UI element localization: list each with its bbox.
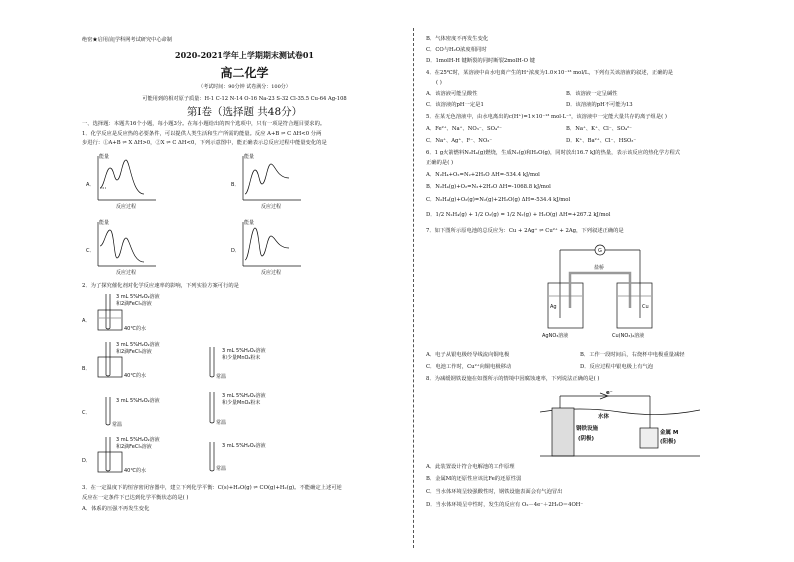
q7-label-g: G	[598, 248, 602, 254]
part-title: 第Ⅰ卷（选择题 共48分）	[186, 106, 303, 118]
q1-option-a: A．	[86, 182, 95, 188]
q2-b-l3: 40℃的水	[124, 373, 146, 379]
q8-diagram	[540, 388, 700, 460]
q4-option-a: A．该溶液可能呈酸性	[426, 91, 478, 97]
q3-option-a: A．体系的压强不再发生变化	[82, 506, 150, 512]
steel-facility	[552, 408, 574, 456]
q2-c-l1: 3 mL 5%H₂O₂溶液	[116, 398, 160, 404]
q1-line2: 步进行：①A+B ⇌ X ΔH>0，②X ⇌ C ΔH<0，下列示意图中，能正确表示总反应过程中能量变化的是	[82, 140, 327, 146]
q2-d-r2: 常温	[216, 466, 227, 472]
q2-d-l1: 3 mL 5%H₂O₂溶液	[116, 437, 160, 443]
q1-a-xlabel: 反应过程	[116, 204, 137, 210]
q8-option-a: A．此装置设计符合电解池的工作原理	[426, 464, 515, 470]
q3-line1: 3．在一定温度下的恒容密闭容器中，建立下列化学平衡：C(s)+H₂O(g) ⇌ CO(g)+H₂(g)。不能确定上述可逆	[82, 485, 342, 491]
q3-option-c: C．CO与H₂O浓度相同时	[426, 47, 487, 53]
q1-c-xlabel: 反应过程	[116, 270, 137, 276]
q1-option-d: D．	[231, 248, 240, 254]
q7-label-cuno3: Cu(NO₃)₂溶液	[612, 333, 645, 339]
q2-b-right	[210, 347, 214, 377]
q1-d-ylabel: 能量	[244, 220, 255, 226]
q1-b-xlabel: 反应过程	[261, 204, 282, 210]
q5-option-d: D．K⁺、Ba²⁺、Cl⁻、HSO₃⁻	[566, 138, 637, 144]
q2-a-t1: 3 mL 5%H₂O₂溶液	[116, 294, 160, 300]
q7-option-b: B．工作一段时间后，右烧杯中电极重量减轻	[580, 352, 685, 358]
q1-diagram-a	[98, 156, 156, 200]
q1-d-xlabel: 反应过程	[261, 270, 282, 276]
exam-subject: 高二化学	[220, 66, 269, 80]
column-divider	[413, 28, 414, 548]
q1-option-b: B．	[231, 182, 240, 188]
q2-d-l2: 和2滴FeCl₃溶液	[116, 444, 152, 450]
atomic-masses: 可能用到的相对原子质量：H-1 C-12 N-14 O-16 Na-23 S-32 Cl-35.5 Cu-64 Ag-108	[142, 96, 347, 102]
salt-bridge	[570, 273, 630, 308]
q6-option-c: C．N₂H₄(g)+O₂(g)=N₂(g)+2H₂O(g) ΔH=-534.4 kJ/mol	[426, 197, 571, 203]
q7-label-ag: Ag	[550, 304, 557, 310]
q2-d-r1: 3 mL 5%H₂O₂溶液	[222, 443, 266, 449]
q2-letter-b: B．	[82, 366, 91, 372]
q6-line2: 正确的是( )	[426, 160, 454, 166]
q1-c-ylabel: 能量	[99, 220, 110, 226]
q7-label-cu: Cu	[642, 304, 649, 310]
q6-option-a: A．N₂H₄+O₂=N₂+2H₂O ΔH=-534.4 kJ/mol	[426, 172, 540, 178]
q4-option-d: D．该溶液的pH不可能为13	[566, 102, 633, 108]
q2-letter-d: D．	[82, 458, 91, 464]
q3-option-d: D．1molH-H 键断裂的同时断裂2molH-O 键	[426, 58, 535, 64]
q2-letter-c: C．	[82, 410, 91, 416]
q2-b-r1: 3 mL 5%H₂O₂溶液	[222, 348, 266, 354]
section-intro: 一、选择题：本题共16个小题，每小题3分。在每小题给出的四个选项中，只有一项是符合题目要求的。	[82, 121, 326, 127]
q6-option-d: D．1/2 N₂H₄(g) + 1/2 O₂(g) = 1/2 N₂(g) + H₂O(g) ΔH=+267.2 kJ/mol	[426, 212, 611, 218]
q8-label-metal: 金属 M	[660, 430, 679, 436]
q2-c-r2: 和少量MnO₂粉末	[222, 400, 261, 406]
q2-c-r1: 3 mL 5%H₂O₂溶液	[222, 393, 266, 399]
q8-label-water: 水体	[598, 414, 610, 420]
q3-line2: 反应在一定条件下已达到化学平衡状态的是( )	[82, 495, 189, 501]
q8-stem: 8．为减缓钢铁设施在如图所示的情境中因腐蚀速率，下列说法正确的是( )	[426, 376, 600, 382]
q2-b-r2: 和少量MnO₂粉末	[222, 355, 261, 361]
q2-d-l3: 40℃的水	[124, 468, 146, 474]
q2-b-l1: 3 mL 5%H₂O₂溶液	[116, 342, 160, 348]
q4-line2: ( )	[436, 80, 442, 86]
q2-b-l2: 和2滴FeCl₃溶液	[116, 349, 152, 355]
q7-cell-diagram	[540, 238, 660, 348]
q2-diagrams	[82, 292, 402, 482]
q5-option-c: C．Na⁺、Ag⁺、F⁻、NO₃⁻	[426, 138, 493, 144]
q5-option-b: B．Na⁺、K⁺、Cl⁻、SO₄²⁻	[566, 126, 632, 132]
q2-b-r3: 常温	[216, 374, 227, 380]
metal-m	[640, 428, 658, 448]
exam-title: 2020-2021学年上学期期末测试卷01	[175, 50, 314, 60]
secret-mark: 绝密★启用前|学科网考试研究中心命制	[82, 37, 172, 43]
q1-diagram-c	[98, 222, 156, 266]
q1-line1: 1．化学反应是反应热的必要条件，可以提供人类生活和生产所需的能量。反应 A+B ⇌ C ΔH<0 分两	[82, 131, 322, 137]
q2-d-right	[210, 442, 214, 471]
q7-option-c: C．电池工作时，Cu²⁺向铜电极移动	[426, 364, 512, 370]
q1-diagram-d	[243, 222, 301, 266]
q1-a-ylabel: 能量	[99, 154, 110, 160]
q1-option-c: C．	[86, 248, 95, 254]
q7-label-bridge: 盐桥	[594, 265, 605, 271]
q4-option-c: C．该溶液的pH一定是1	[426, 102, 484, 108]
q7-label-agno3: AgNO₃溶液	[542, 333, 569, 339]
q2-stem: 2．为了探究催化剂对化学反应速率的影响，下列实验方案可行的是	[82, 283, 239, 289]
q2-a-t3: 40℃的水	[124, 326, 146, 332]
q2-letter-a: A．	[82, 318, 91, 324]
q1-diagrams	[86, 150, 396, 280]
q6-option-b: B．N₂H₄(g)+O₂=N₂+2H₂O ΔH=-1068.8 kJ/mol	[426, 184, 551, 190]
q8-option-c: C．当水体环境呈较强酸性时，钢铁设施表面会有气泡冒出	[426, 489, 563, 495]
q7-option-d: D．反应过程中银电极上有气泡	[580, 364, 654, 370]
q5-stem: 5．在某无色溶液中，由水电离出的c(H⁺)=1×10⁻¹³ mol·L⁻¹，该溶液中一定能大量共存的离子组是( )	[426, 114, 667, 120]
q1-b-ylabel: 能量	[244, 154, 255, 160]
q6-line1: 6．1 g火箭燃料N₂H₄(g)燃烧，生成N₂(g)和H₂O(g)，同时放出16.7 kJ的热量，表示该反应的热化学方程式	[426, 150, 681, 156]
q2-c-left	[106, 397, 110, 425]
q3-option-b: B．气体密度不再发生变化	[426, 36, 489, 42]
q7-stem: 7．如下图所示原电池的总反应为：Cu + 2Ag⁺ ⇌ Cu²⁺ + 2Ag，下列叙述正确的是	[426, 228, 624, 234]
q8-label-e: e⁻	[606, 390, 613, 396]
q7-option-a: A．电子从银电极经导线流向铜电极	[426, 352, 510, 358]
q8-label-steel: 钢铁设施	[576, 426, 599, 432]
q8-option-b: B．金属M的还原性应该比Fe的还原性弱	[426, 476, 522, 482]
q8-label-anode: (阳极)	[660, 439, 677, 445]
q5-option-a: A．Fe²⁺、Na⁺、NO₃⁻、SO₄²⁻	[426, 126, 502, 132]
q2-c-r3: 常温	[216, 420, 227, 426]
q4-option-b: B．该溶液一定呈碱性	[566, 91, 618, 97]
q2-a-t2: 和2滴FeCl₃溶液	[116, 301, 152, 307]
q8-option-d: D．当水体环境呈中性时，发生的反应有 O₂－4e⁻＋2H₂O＝4OH⁻	[426, 502, 584, 508]
q2-c-right	[210, 392, 214, 423]
q2-c-l2: 常温	[112, 422, 123, 428]
exam-meta: （考试时间：90分钟 试卷满分：100分）	[198, 84, 291, 90]
q1-diagram-b	[243, 156, 301, 200]
q4-line1: 4．在25℃时，某溶液中由水电离产生的H⁺浓度为1.0×10⁻¹³ mol/L，下列有关该溶液的叙述，正确的是	[426, 70, 674, 76]
q8-label-cathode: (阴极)	[578, 436, 595, 442]
